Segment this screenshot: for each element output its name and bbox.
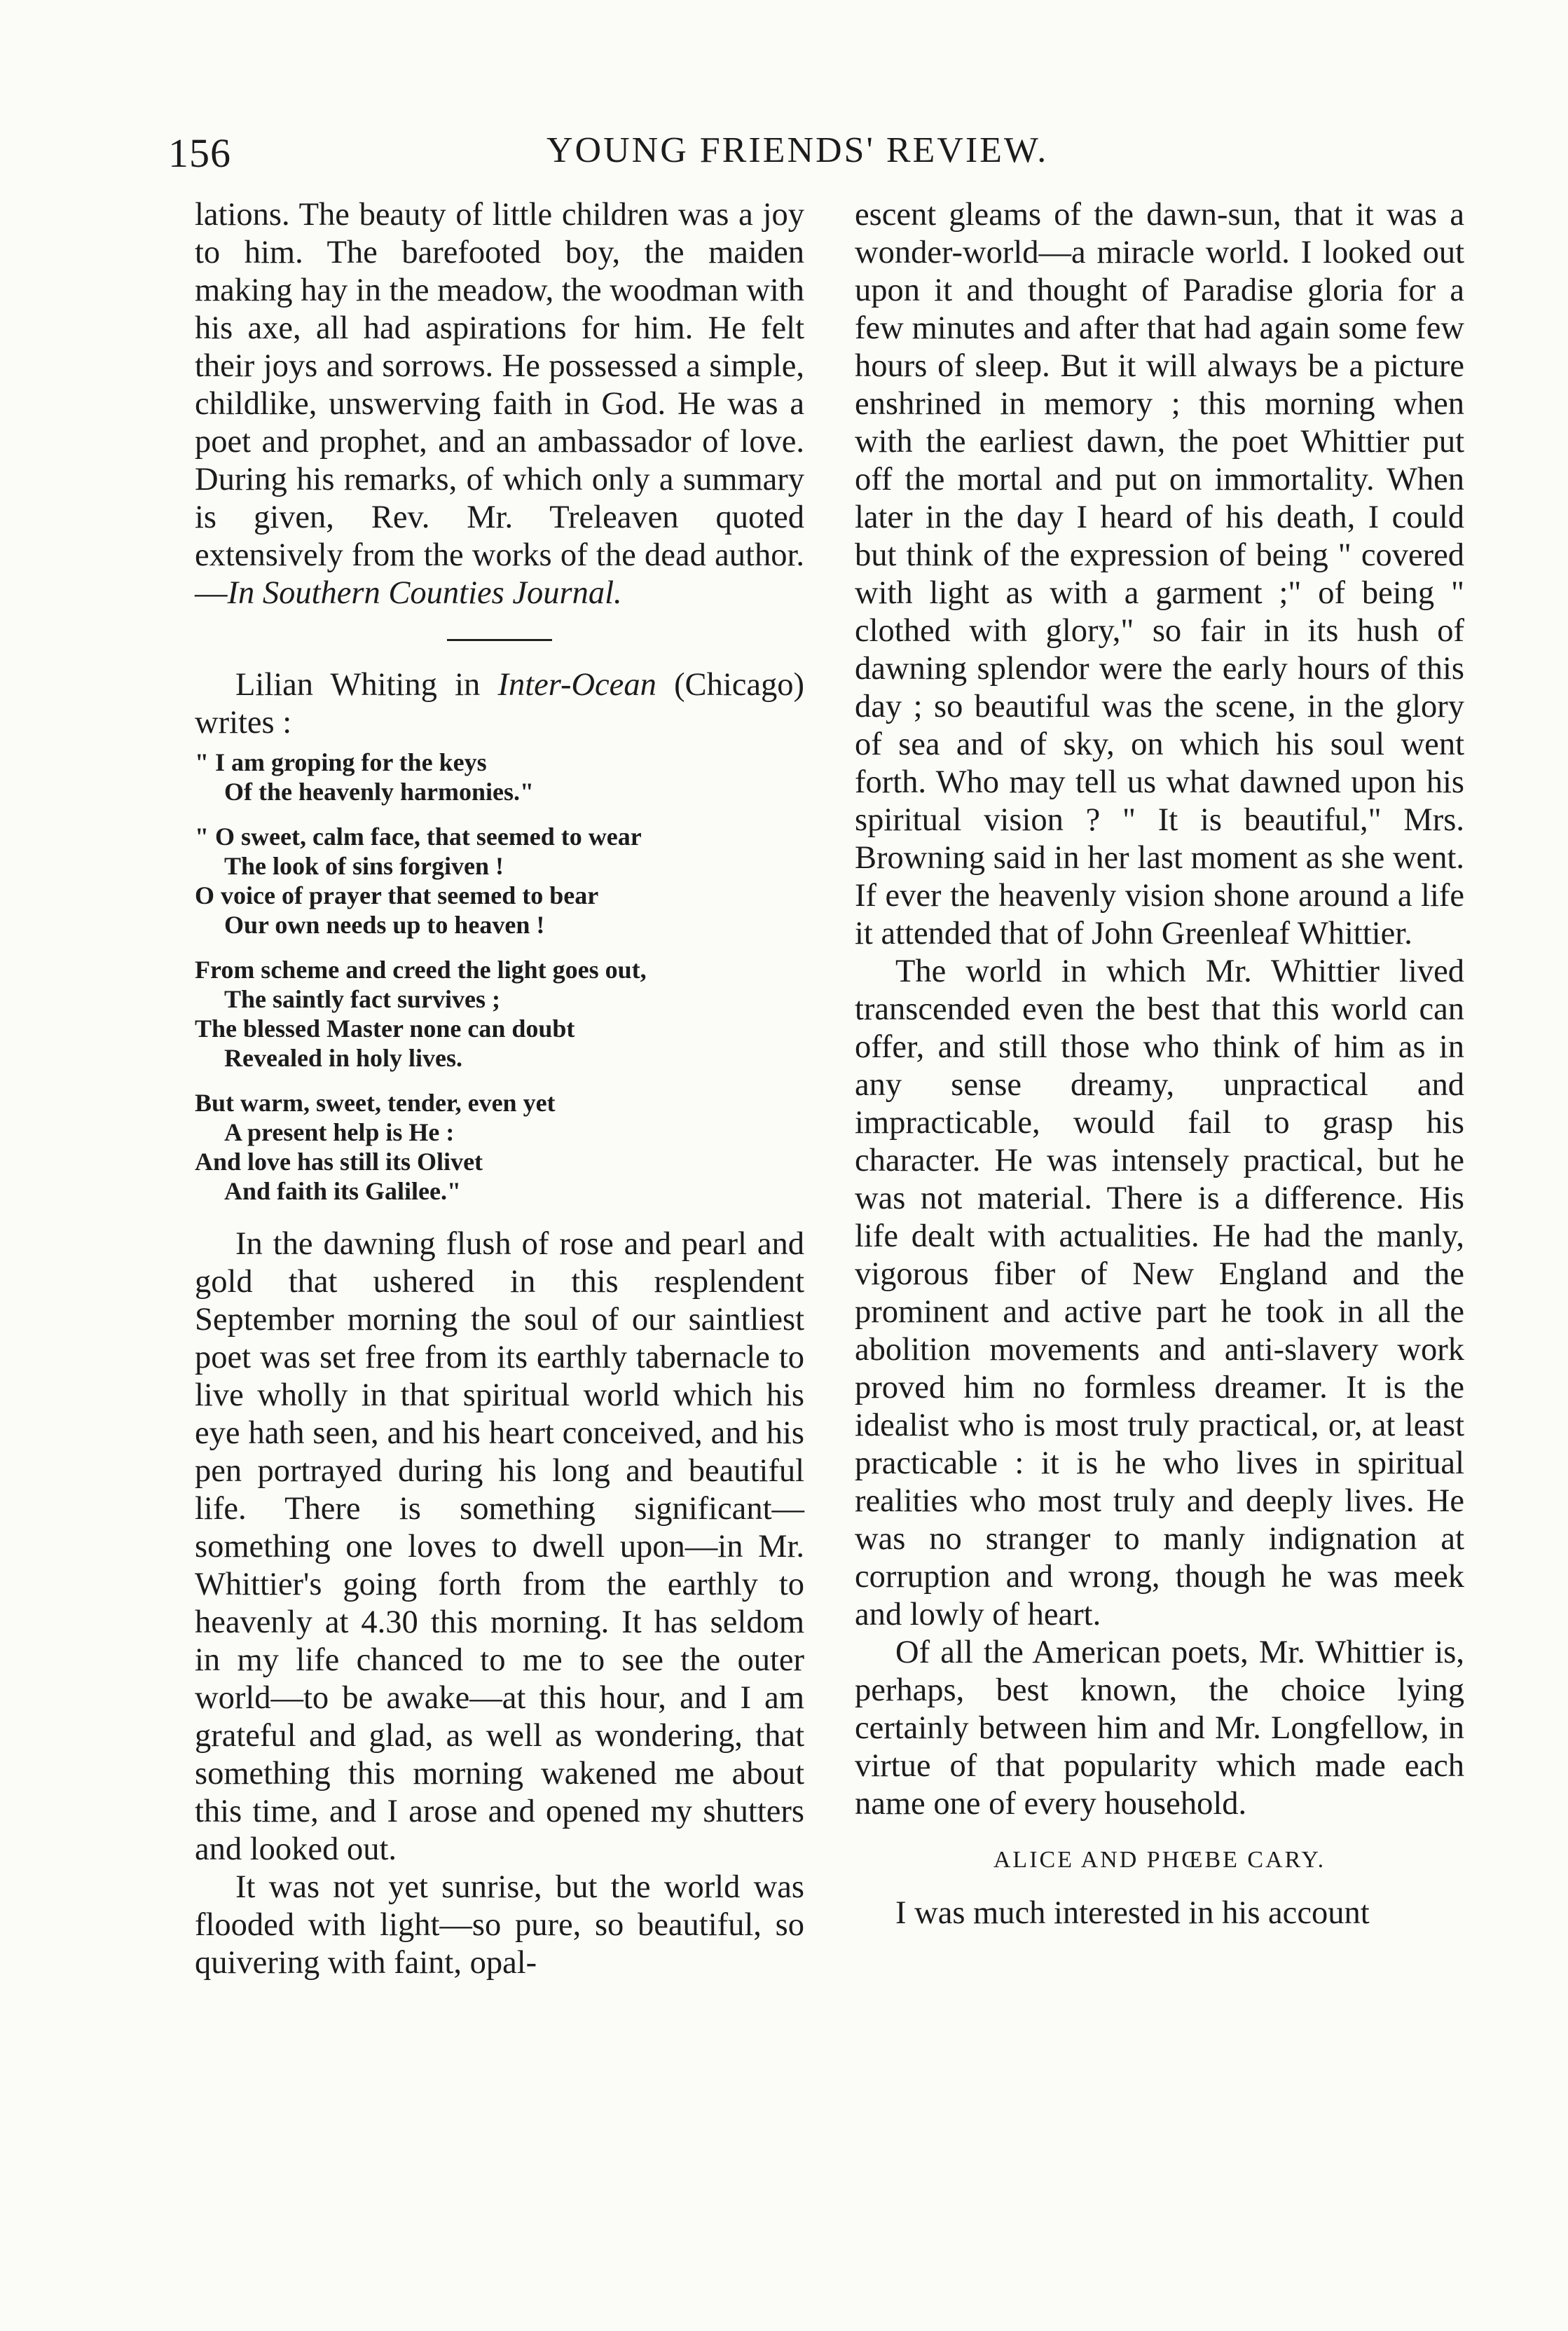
paragraph: [195, 666, 804, 742]
paragraph: The world in which Mr. Whittier lived transcended even the best that this world can offer, and still those who think of him as in any sense dreamy, unpractical and impracticable, would fail to grasp his character. He was intensely practical, but he was not material. There is a difference. His life dealt with actualities. He had the manly, vigorous fiber of New England and the prominent and active part he took in all the abolition movements and anti-slavery work proved him no formless dreamer. It is the idealist who is most truly practical, or, at least practicable : it is he who lives in spiritual realities who most truly and deeply lives. He was no stranger to manly indignation at corruption and wrong, though he was meek and lowly of heart.: [855, 954, 1464, 1632]
left-column: [195, 196, 804, 1982]
poem-stanza: [195, 955, 804, 1073]
poem-line: Our own needs up to heaven !: [224, 911, 545, 939]
paragraph: I was much interested in his account: [895, 1895, 1370, 1931]
poem-line: The blessed Master none can doubt: [195, 1015, 575, 1043]
poem-line: Of the heavenly harmonies.": [224, 778, 534, 806]
page-number: 156: [168, 130, 231, 176]
publication-name: Inter-Ocean: [497, 667, 656, 703]
page-header: [168, 130, 1485, 186]
poem-line: The look of sins forgiven !: [224, 852, 504, 880]
poem-line: The saintly fact survives ;: [224, 985, 500, 1013]
poem-line: A present help is He :: [224, 1118, 455, 1146]
section-divider: [447, 639, 552, 641]
right-column: [855, 196, 1464, 1932]
paragraph: It was not yet sunrise, but the world was flooded with light—so pure, so beautiful, so quivering with faint, opal-: [195, 1869, 804, 1981]
section-heading: ALICE AND PHŒBE CARY.: [993, 1847, 1326, 1873]
paragraph: escent gleams of the dawn-sun, that it was a wonder-world—a miracle world. I looked out upon it and thought of Paradise gloria for a few minutes and after that had again some few hours of sleep. But it will always be a picture enshrined in memory ; this morning when with the earliest dawn, the poet Whittier put off the mortal and put on immortality. When later in the day I heard of his death, I could but think of the expression of being " covered with light as with a garment ;" of being " clothed with glory," so fair in its hush of dawning splendor were the early hours of this day ; so beautiful was the scene, in the glory of sea and of sky, on which his soul went forth. Who may tell us what dawned upon his spiritual vision ? " It is beautiful," Mrs. Browning said in her last moment as she went. If ever the heavenly vision shone around a life it attended that of John Greenleaf Whittier.: [855, 197, 1464, 951]
poem-line: But warm, sweet, tender, even yet: [195, 1089, 556, 1117]
poem-stanza: [195, 1088, 804, 1206]
poem: [195, 748, 804, 1206]
source-citation: In Southern Counties Journal.: [227, 575, 622, 611]
paragraph: [195, 196, 804, 612]
poem-line: From scheme and creed the light goes out,: [195, 956, 647, 984]
poem-line: " O sweet, calm face, that seemed to wear: [195, 823, 642, 851]
poem-stanza: [195, 748, 804, 806]
poem-line: Revealed in holy lives.: [224, 1044, 462, 1072]
running-title: YOUNG FRIENDS' REVIEW.: [546, 130, 1049, 170]
poem-line: O voice of prayer that seemed to bear: [195, 881, 599, 909]
paragraph: In the dawning flush of rose and pearl and gold that ushered in this resplendent September morning the soul of our saintliest poet was set free from its earthly tabernacle to live wholly in that spiritual world which his eye hath seen, and his heart conceived, and his pen portrayed during his long and beautiful life. There is something significant—something one loves to dwell upon—in Mr. Whittier's going forth from the earthly to heavenly at 4.30 this morning. It has seldom in my life chanced to me to see the outer world—to be awake—at this hour, and I am grateful and glad, as well as wondering, that something this morning wakened me about this time, and I arose and opened my shutters and looked out.: [195, 1226, 804, 1867]
paragraph-text: (Chicago) writes :: [195, 667, 805, 741]
paragraph: Of all the American poets, Mr. Whittier is, perhaps, best known, the choice lying certainly between him and Mr. Longfellow, in virtue of that popularity which made each name one of every household.: [855, 1635, 1464, 1822]
paragraph-text: lations. The beauty of little children was a joy to him. The barefooted boy, the maiden making hay in the meadow, the woodman with his axe, all had aspirations for him. He felt their joys and sorrows. He possessed a simple, childlike, unswerving faith in God. He was a poet and prophet, and an ambassador of love. During his remarks, of which only a summary is given, Rev. Mr. Treleaven quoted extensively from the works of the dead author.—: [195, 197, 804, 611]
poem-stanza: [195, 822, 804, 940]
paragraph-text: Lilian Whiting in: [235, 667, 498, 703]
poem-line: " I am groping for the keys: [195, 748, 487, 776]
poem-line: And love has still its Olivet: [195, 1148, 483, 1176]
poem-line: And faith its Galilee.": [224, 1177, 461, 1205]
